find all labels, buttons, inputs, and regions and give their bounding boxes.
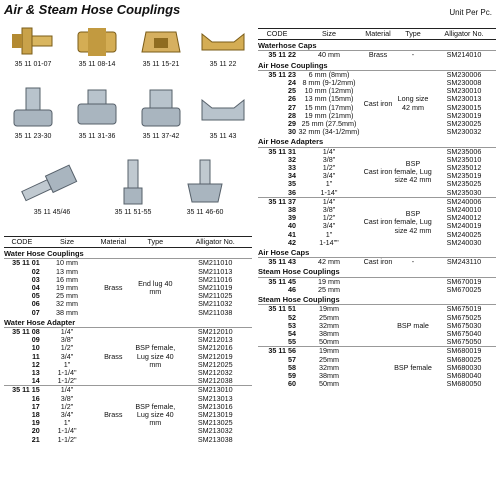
page-title: Air & Steam Hose Couplings [4,2,181,17]
table-row: 06 32 mm SM211032 [31,299,233,309]
female-thread-coupling-icon [136,24,186,60]
table-row: 35 11 22 40 mm Brass - SM214010 [258,51,496,60]
table-row: 20 1-1/4" SM213032 [31,426,233,436]
product-card: 35 11 08-14 [66,24,128,68]
table-row: 35 11 45 19 mm SM670019 [258,277,496,286]
air-hose-coupling-icon [8,86,58,132]
product-card: 35 11 15-21 [130,24,192,68]
table-row: 14 1-1/2" SM212038 [31,376,233,386]
table-row: 10 1/2" SM212016 [31,343,233,353]
table-row: 24 8 mm (9-1/2mm) SM230008 [288,78,482,88]
product-card: 35 11 22 [192,24,254,68]
blank-cap-icon [198,24,248,60]
table-row: 35 1" SM235025 [288,179,482,189]
left-product-table [4,236,252,444]
section-title-row: Steam Hose Couplings [258,295,340,305]
product-card: 35 11 01-07 [2,24,64,68]
table-row: 35 11 51 19mm BSP male SM675019 [258,305,496,314]
table-row: 35 11 15 1/4" Brass BSP female, Lug size 40 mm SM213010 [4,386,252,395]
air-adapter-icon [72,86,122,132]
table-row: 58 32mm SM680030 [288,362,482,372]
table-row: 05 25 mm SM211025 [31,291,233,301]
table-row: 57 25mm SM680025 [288,354,482,364]
table-row: 36 1-14" SM235030 [288,187,482,197]
section-title-row: Air Hose Caps [258,248,310,258]
table-row: 04 19 mm SM211019 [31,283,233,293]
table-row: 34 3/4" SM235019 [288,171,482,181]
table-row: 38 3/8" SM240010 [288,205,482,215]
table-row: 35 11 56 19mm BSP female SM680019 [258,347,496,356]
table-row: 42 1-14"" SM240030 [288,237,482,247]
column-header: Type [132,237,178,248]
section-title-row: Air Hose Adapters [258,137,324,147]
table-row: 27 15 mm (17mm) SM230015 [288,102,482,112]
air-cap-icon [198,86,248,132]
table-row: 03 16 mm SM211016 [31,274,233,284]
table-row: 59 38mm SM680040 [288,370,482,380]
table-row: 41 1" SM240025 [288,229,482,239]
right-product-table [258,28,496,388]
table-row: 12 1" SM212025 [31,359,233,369]
table-row: 33 1/2" SM235012 [288,163,482,173]
product-card: 35 11 51-55 [102,158,164,216]
table-row: 17 1/2" SM213016 [31,401,233,411]
table-row: 16 3/8" SM213013 [31,393,233,403]
table-row: 55 50mm SM675050 [288,337,482,347]
table-row: 02 13 mm SM211013 [31,266,233,276]
column-header: CODE [4,237,40,248]
product-gallery [2,24,256,234]
section-title-row: Steam Hose Couplings [258,267,340,277]
table-row: 28 19 mm (21mm) SM230019 [288,110,482,120]
section-title-row: Air Hose Couplings [258,60,328,70]
table-row: 21 1-1/2" SM213038 [31,434,233,444]
table-row: 30 32 mm (34-1/2mm) SM230032 [288,127,482,137]
section-title-row: Water Hose Couplings [4,249,84,259]
table-row: 35 11 08 1/4" Brass BSP female, Lug size 40 mm SM212010 [4,328,252,337]
column-header: Alligator No. [432,29,496,40]
air-adapter-female-icon [136,86,186,132]
column-header: Size [40,237,95,248]
table-row: 39 1/2" SM240012 [288,213,482,223]
table-row: 35 11 31 1/4" Cast iron BSP female, Lug size 42 mm SM235006 [258,147,496,156]
male-thread-coupling-icon [72,24,122,60]
table-row: 19 1" SM213025 [31,418,233,428]
column-header: Type [394,29,432,40]
product-card: 35 11 45/46 [12,158,92,216]
product-card: 35 11 31-36 [66,86,128,140]
table-row: 35 11 43 42 mm Cast iron - SM243110 [258,258,496,267]
steam-hose-coupling-icon [17,158,87,208]
table-row: 09 3/8" SM212013 [31,335,233,345]
table-row: 25 10 mm (12mm) SM230010 [288,86,482,96]
table-row: 60 50mm SM680050 [288,379,482,389]
section-title-row: Water Hose Adapter [4,317,76,327]
table-row: 13 1-1/4" SM212032 [31,368,233,378]
table-row: 40 3/4" SM240019 [288,221,482,231]
table-row: 26 13 mm (15mm) SM230013 [288,94,482,104]
table-row: 29 25 mm (27.5mm) SM230025 [288,119,482,129]
hose-tail-coupling-icon [8,24,58,60]
product-card: 35 11 43 [192,86,254,140]
table-row: 46 25 mm SM670025 [288,284,482,294]
product-card: 35 11 23-30 [2,86,64,140]
table-row: 35 11 23 6 mm (8mm) Cast iron Long size 42 mm SM230006 [258,70,496,79]
table-header [258,29,496,40]
table-row: 54 38mm SM675040 [288,328,482,338]
table-row: 35 11 01 10 mm Brass End lug 40 mm SM211010 [4,259,252,268]
table-row: 32 3/8" SM235010 [288,154,482,164]
product-card: 35 11 37-42 [130,86,192,140]
table-row: 18 3/4" SM213019 [31,410,233,420]
column-header: Alligator No. [178,237,252,248]
table-row: 35 11 37 1/4" Cast iron BSP female, Lug size 42 mm SM240006 [258,197,496,206]
product-card: 35 11 46-60 [174,158,236,216]
column-header: CODE [258,29,296,40]
table-header [4,237,252,248]
unit-note: Unit Per Pc. [449,8,492,17]
steam-male-icon [108,158,158,208]
column-header: Size [296,29,362,40]
steam-female-icon [180,158,230,208]
section-title-row: Waterhose Caps [258,41,317,51]
column-header: Material [94,237,132,248]
table-row: 07 38 mm SM211038 [31,307,233,317]
column-header: Material [362,29,394,40]
table-row: 11 3/4" SM212019 [32,351,233,361]
table-row: 53 32mm SM675030 [288,320,482,330]
table-row: 52 25mm SM675025 [288,312,482,322]
